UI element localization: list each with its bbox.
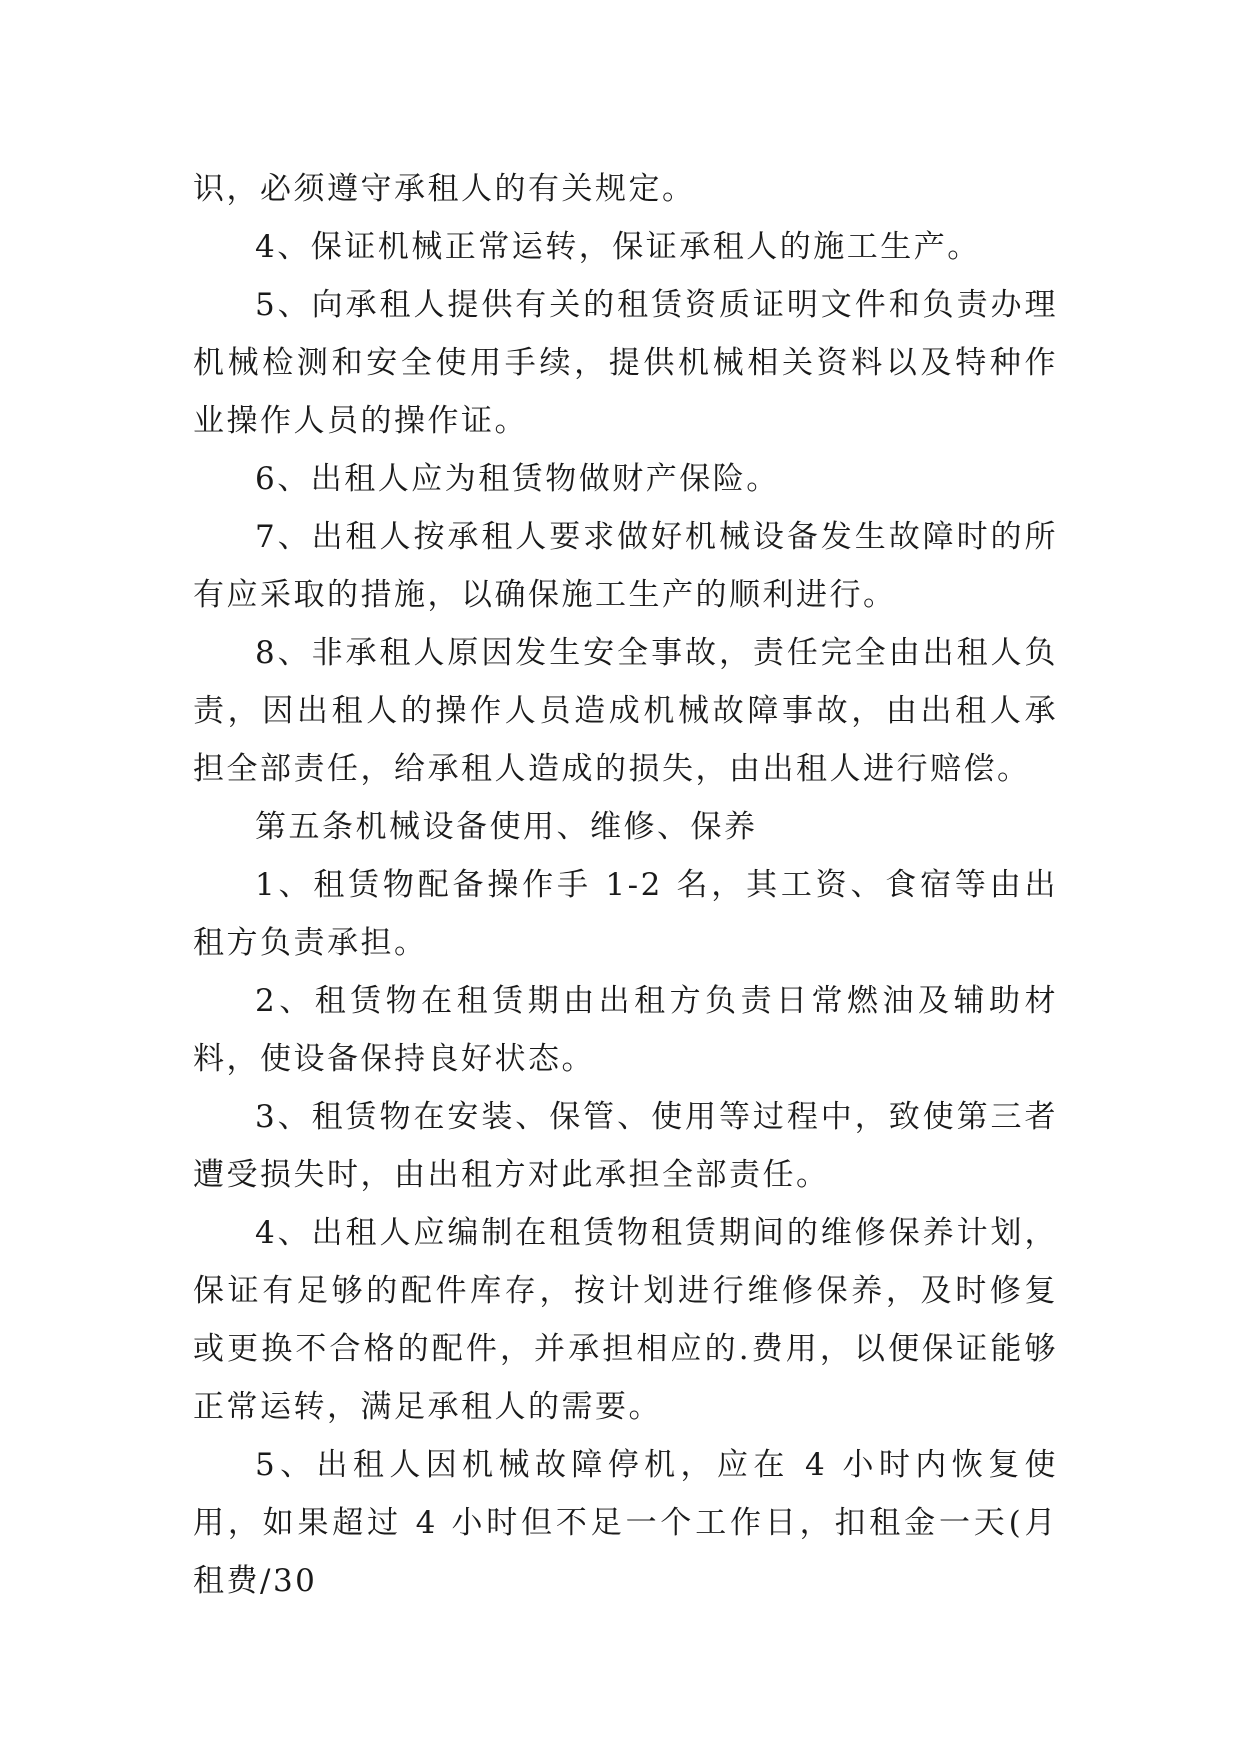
paragraph-10: 3、租赁物在安装、保管、使用等过程中，致使第三者遭受损失时，由出租方对此承担全部责任。 (193, 1099, 1058, 1193)
paragraph-4: 6、出租人应为租赁物做财产保险。 (255, 461, 780, 497)
paragraph-12: 5、出租人因机械故障停机，应在 4 小时内恢复使用，如果超过 4 小时但不足一个工作日，扣租金一天(月租费/30 (193, 1447, 1058, 1599)
paragraph-2: 4、保证机械正常运转，保证承租人的施工生产。 (255, 229, 981, 265)
paragraph-5: 7、出租人按承租人要求做好机械设备发生故障时的所有应采取的措施，以确保施工生产的顺利进行。 (193, 519, 1058, 613)
paragraph-11: 4、出租人应编制在租赁物租赁期间的维修保养计划，保证有足够的配件库存，按计划进行维修保养，及时修复或更换不合格的配件，并承担相应的.费用，以便保证能够正常运转，满足承租人的需要。 (193, 1215, 1058, 1425)
document-body (193, 160, 1058, 1610)
paragraph-9: 2、租赁物在租赁期由出租方负责日常燃油及辅助材料，使设备保持良好状态。 (193, 983, 1058, 1077)
paragraph-1: 识，必须遵守承租人的有关规定。 (193, 171, 696, 207)
paragraph-8: 1、租赁物配备操作手 1-2 名，其工资、食宿等由出租方负责承担。 (193, 867, 1058, 961)
section-heading: 第五条机械设备使用、维修、保养 (255, 809, 758, 845)
paragraph-6: 8、非承租人原因发生安全事故，责任完全由出租人负责，因出租人的操作人员造成机械故障事故，由出租人承担全部责任，给承租人造成的损失，由出租人进行赔偿。 (193, 635, 1058, 787)
paragraph-3: 5、向承租人提供有关的租赁资质证明文件和负责办理机械检测和安全使用手续，提供机械相关资料以及特种作业操作人员的操作证。 (193, 287, 1058, 439)
